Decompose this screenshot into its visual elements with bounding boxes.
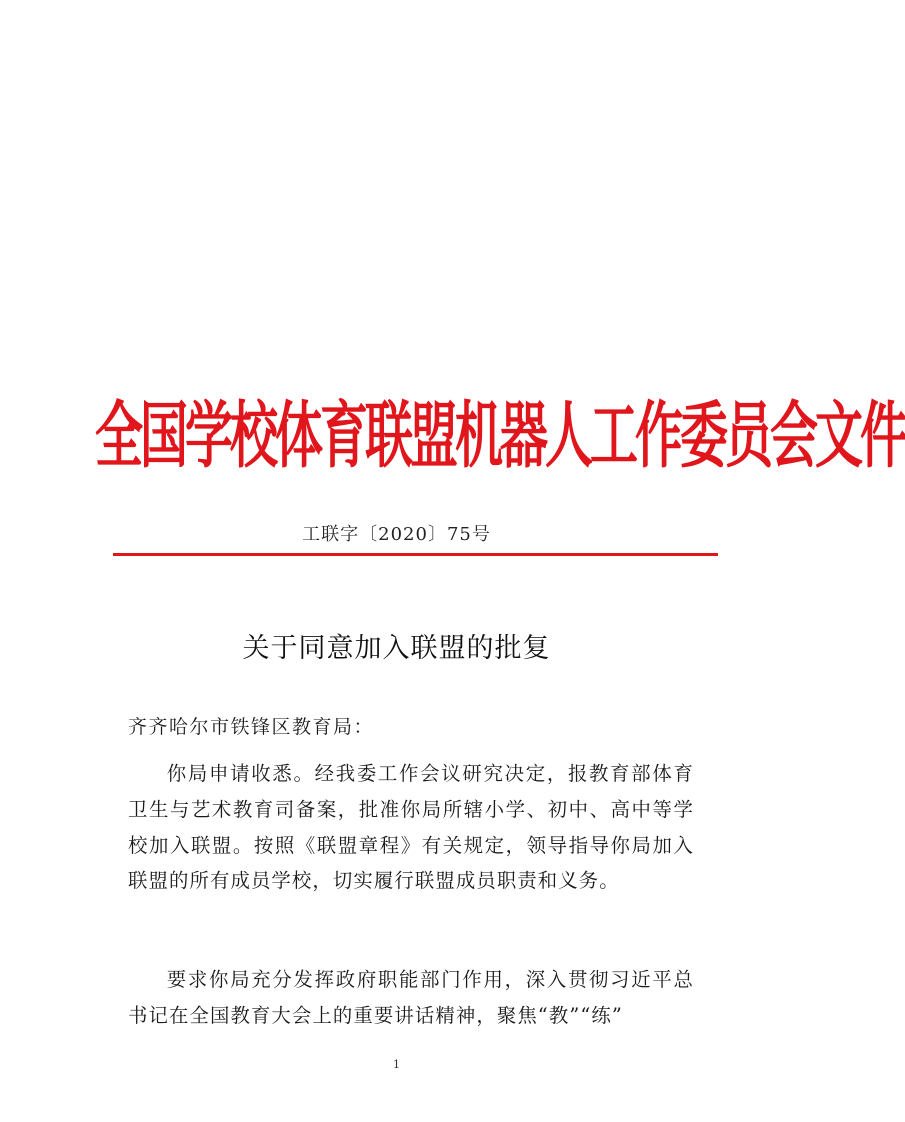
header-divider-line <box>113 553 718 556</box>
body-paragraph-2: 要求你局充分发挥政府职能部门作用，深入贯彻习近平总书记在全国教育大会上的重要讲话精神，聚焦“教”“练” <box>128 968 694 1027</box>
document-header-title: 全国学校体育联盟机器人工作委员会文件 <box>95 394 905 479</box>
body-paragraph-1: 你局申请收悉。经我委工作会议研究决定，报教育部体育卫生与艺术教育司备案，批准你局所辖小学、初中、高中等学校加入联盟。按照《联盟章程》有关规定，领导指导你局加入联盟的所有成员学校，切实履行联盟成员职责和义务。 <box>128 762 694 893</box>
page-number: 1 <box>393 1058 400 1071</box>
document-number: 工联字〔2020〕75号 <box>302 524 491 545</box>
recipient-line: 齐齐哈尔市铁锋区教育局： <box>128 716 375 738</box>
document-subject: 关于同意加入联盟的批复 <box>242 633 551 664</box>
